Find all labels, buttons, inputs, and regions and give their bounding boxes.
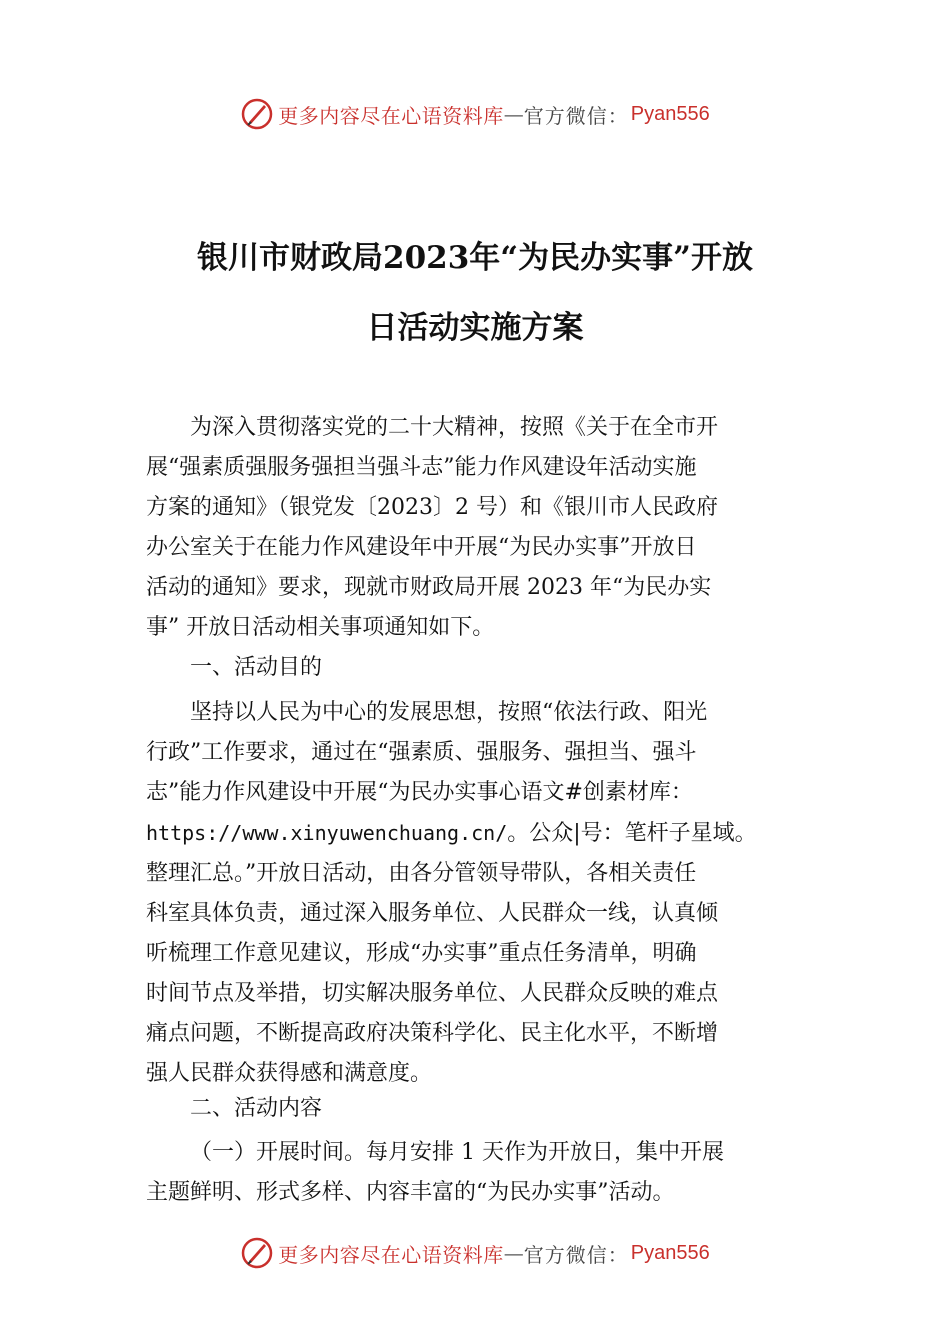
watermark-wechat-label: 官方微信：: [523, 103, 629, 128]
purpose-line: 科室具体负责，通过深入服务单位、人民群众一线，认真倾: [146, 901, 719, 926]
purpose-line-url: [146, 813, 822, 854]
purpose-paragraph: [146, 693, 822, 1094]
purpose-line: 听梳理工作意见建议，形成“办实事”重点任务清单，明确: [146, 941, 697, 966]
header-watermark: [0, 94, 950, 134]
intro-line: 方案的通知》（银党发〔2023〕2 号）和《银川市人民政府: [146, 495, 718, 520]
quill-pen-icon: [240, 97, 274, 131]
source-url: https://www.xinyuwenchuang.cn/: [146, 821, 508, 845]
content-paragraph: [146, 1133, 822, 1213]
section-heading-text: 一、活动目的: [190, 655, 323, 680]
purpose-line: 坚持以人民为中心的发展思想，按照“依法行政、阳光: [190, 700, 708, 725]
purpose-line: 行政”工作要求，通过在“强素质、强服务、强担当、强斗: [146, 740, 697, 765]
intro-line: 展“强素质强服务强担当强斗志”能力作风建设年活动实施: [146, 455, 697, 480]
purpose-line: 整理汇总。”开放日活动，由各分管领导带队，各相关责任: [146, 861, 697, 886]
watermark-wechat-label: 官方微信：: [523, 1242, 629, 1267]
intro-paragraph: [146, 408, 822, 648]
watermark-text: 更多内容尽在心语资料库: [278, 103, 504, 128]
watermark-wechat-id: Pyan556: [630, 102, 710, 125]
section-heading-text: 二、活动内容: [190, 1096, 323, 1121]
section-heading-content: [146, 1089, 822, 1129]
intro-line: 事” 开放日活动相关事项通知如下。: [146, 615, 495, 640]
intro-line: 办公室关于在能力作风建设年中开展“为民办实事”开放日: [146, 535, 697, 560]
watermark-text: 更多内容尽在心语资料库: [278, 1242, 504, 1267]
watermark-wechat-id: Pyan556: [630, 1241, 710, 1264]
section-heading-purpose: [146, 648, 822, 688]
document-title-line-2: 日活动实施方案: [366, 310, 584, 346]
watermark-separator: —: [503, 102, 524, 126]
footer-watermark: [0, 1233, 950, 1273]
intro-line: 活动的通知》要求，现就市财政局开展 2023 年“为民办实: [146, 575, 712, 600]
intro-line: 为深入贯彻落实党的二十大精神，按照《关于在全市开: [190, 415, 719, 440]
watermark-separator: —: [503, 1241, 524, 1265]
purpose-line: 时间节点及举措，切实解决服务单位、人民群众反映的难点: [146, 981, 719, 1006]
purpose-line: 志”能力作风建设中开展“为民办实事心语文#创素材库：: [146, 780, 693, 805]
quill-pen-icon: [240, 1236, 274, 1270]
purpose-line: 痛点问题，不断提高政府决策科学化、民主化水平，不断增: [146, 1021, 719, 1046]
document-title-line-1: 银川市财政局2023年“为民办实事”开放: [197, 240, 753, 276]
content-line: 主题鲜明、形式多样、内容丰富的“为民办实事”活动。: [146, 1180, 675, 1205]
purpose-line: 强人民群众获得感和满意度。: [146, 1061, 433, 1086]
purpose-line-url-tail: 。公众|号：笔杆子星域。: [507, 821, 757, 846]
content-line: （一）开展时间。每月安排 1 天作为开放日，集中开展: [190, 1140, 724, 1165]
